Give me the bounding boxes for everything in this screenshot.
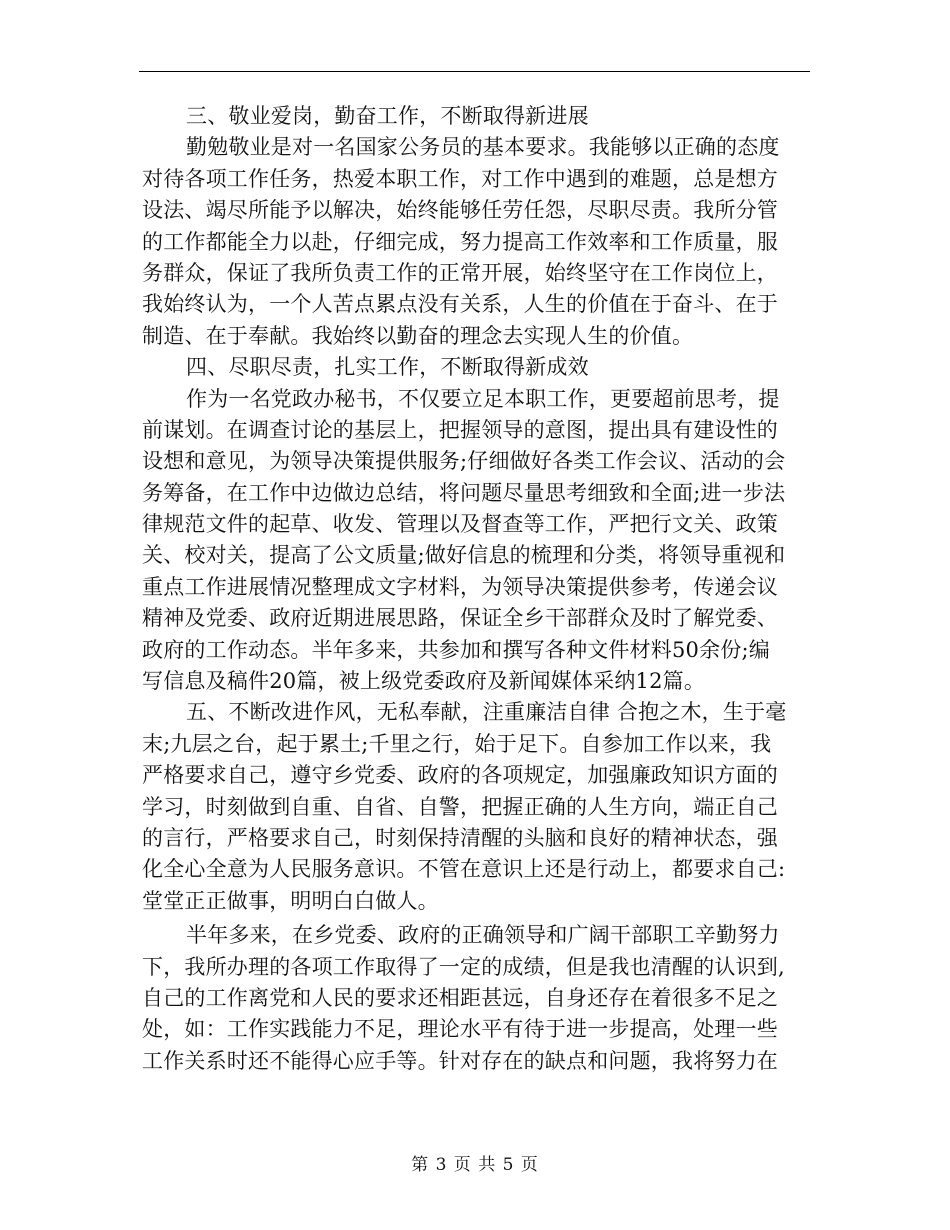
paragraph-line: 重点工作进展情况整理成文字材料，为领导决策提供参考，传递会议	[142, 574, 778, 599]
header-rule	[139, 71, 810, 72]
paragraph-line: 制造、在于奉献。我始终以勤奋的理念去实现人生的价值。	[142, 323, 694, 348]
paragraph-line: 政府的工作动态。半年多来，共参加和撰写各种文件材料50余份;编	[142, 637, 770, 662]
paragraph-line: 下，我所办理的各项工作取得了一定的成绩，但是我也清醒的认识到,	[142, 954, 785, 979]
document-body	[142, 101, 822, 1077]
paragraph-line: 勤勉敬业是对一名国家公务员的基本要求。我能够以正确的态度	[186, 135, 780, 160]
section-heading-5: 五、不断改进作风，无私奉献，注重廉洁自律 合抱之木，生于毫	[186, 700, 787, 725]
paragraph-line: 务群众，保证了我所负责工作的正常开展，始终坚守在工作岗位上，	[142, 260, 778, 285]
paragraph-line: 工作关系时还不能得心应手等。针对存在的缺点和问题，我将努力在	[142, 1048, 778, 1073]
paragraph-line: 我始终认为，一个人苦点累点没有关系，人生的价值在于奋斗、在于	[142, 292, 778, 317]
paragraph-line: 律规范文件的起草、收发、管理以及督查等工作，严把行文关、政策	[142, 512, 778, 537]
paragraph-line: 对待各项工作任务，热爱本职工作，对工作中遇到的难题，总是想方	[142, 166, 778, 191]
paragraph-line: 写信息及稿件20篇，被上级党委政府及新闻媒体采纳12篇。	[142, 669, 706, 694]
paragraph-line: 前谋划。在调查讨论的基层上，把握领导的意图，提出具有建设性的	[142, 417, 778, 442]
paragraph-line: 精神及党委、政府近期进展思路，保证全乡干部群众及时了解党委、	[142, 606, 778, 631]
paragraph-line: 堂堂正正做事，明明白白做人。	[142, 888, 439, 913]
paragraph-line: 末;九层之台，起于累土;千里之行，始于足下。自参加工作以来，我	[142, 731, 772, 756]
section-heading-4: 四、尽职尽责，扎实工作，不断取得新成效	[186, 355, 589, 380]
page-number: 第 3 页 共 5 页	[411, 1155, 539, 1175]
paragraph-line: 关、校对关，提高了公文质量;做好信息的梳理和分类，将领导重视和	[142, 543, 786, 568]
paragraph-line: 作为一名党政办秘书，不仅要立足本职工作，更要超前思考，提	[186, 386, 780, 411]
paragraph-line: 自己的工作离党和人民的要求还相距甚远，自身还存在着很多不足之	[142, 985, 778, 1010]
paragraph-line: 半年多来，在乡党委、政府的正确领导和广阔干部职工辛勤努力	[186, 923, 780, 948]
paragraph-line: 化全心全意为人民服务意识。不管在意识上还是行动上，都要求自己:	[142, 857, 786, 882]
paragraph-line: 学习，时刻做到自重、自省、自警，把握正确的人生方向，端正自己	[142, 794, 778, 819]
paragraph-line: 的工作都能全力以赴，仔细完成，努力提高工作效率和工作质量，服	[142, 229, 778, 254]
paragraph-line: 设法、竭尽所能予以解决，始终能够任劳任怨，尽职尽责。我所分管	[142, 198, 778, 223]
paragraph-line: 务筹备，在工作中边做边总结，将问题尽量思考细致和全面;进一步法	[142, 480, 786, 505]
paragraph-line: 严格要求自己，遵守乡党委、政府的各项规定，加强廉政知识方面的	[142, 763, 778, 788]
paragraph-line: 处，如：工作实践能力不足，理论水平有待于进一步提高，处理一些	[142, 1017, 778, 1042]
paragraph-line: 设想和意见，为领导决策提供服务;仔细做好各类工作会议、活动的会	[142, 449, 786, 474]
paragraph-line: 的言行，严格要求自己，时刻保持清醒的头脑和良好的精神状态，强	[142, 825, 778, 850]
section-heading-3: 三、敬业爱岗，勤奋工作，不断取得新进展	[186, 104, 589, 128]
